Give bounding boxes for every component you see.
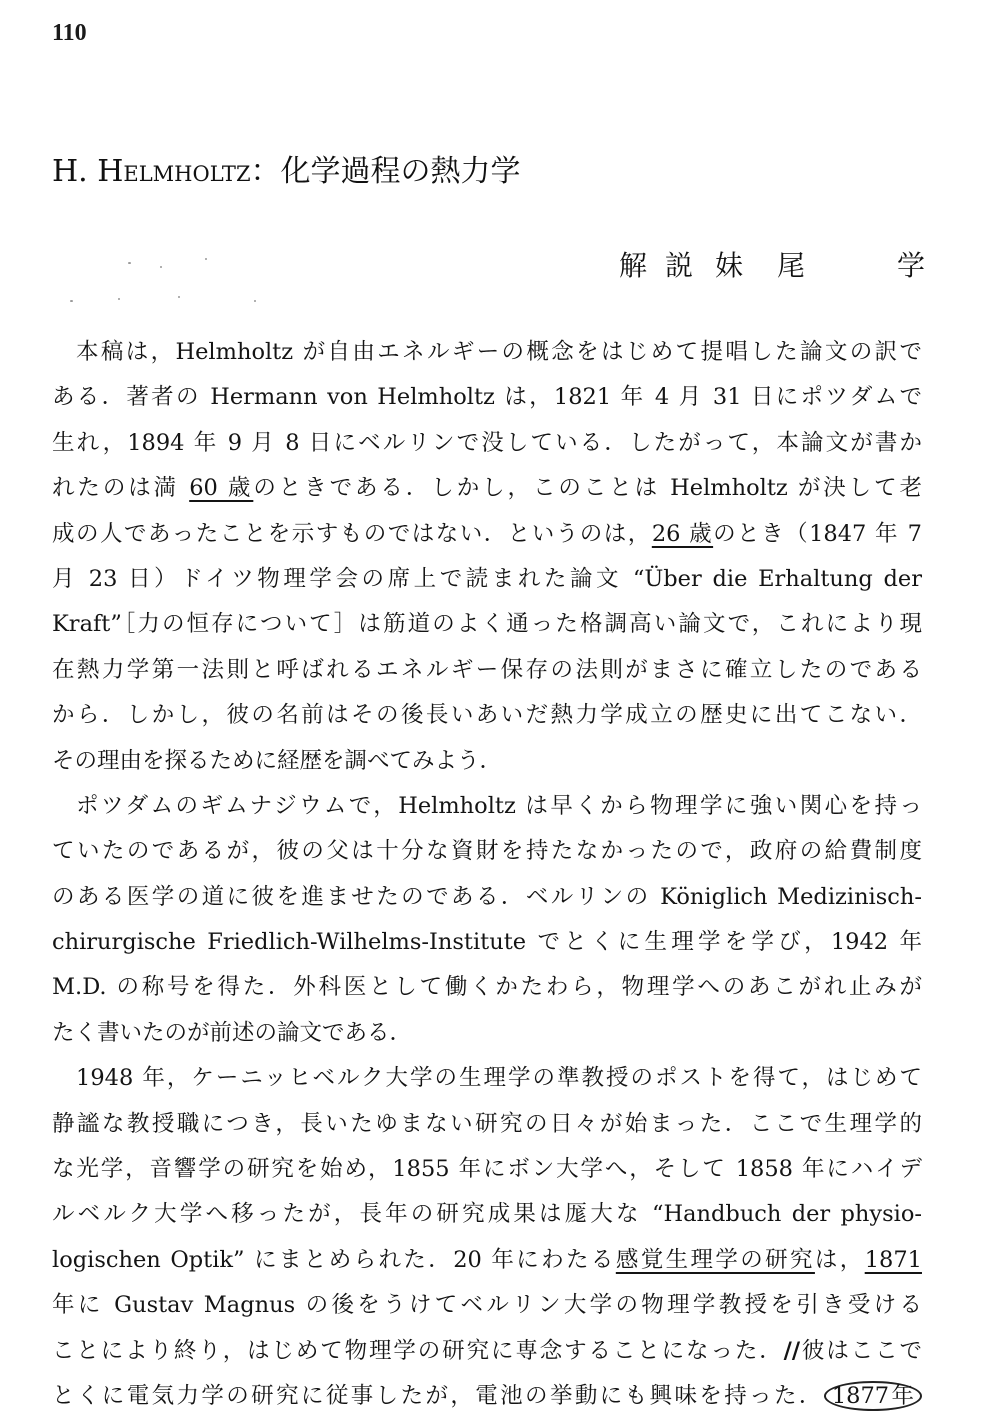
- author-given-name: 学: [896, 249, 925, 282]
- handwritten-slash-mark: //: [783, 1337, 801, 1364]
- line-segment: れたのは満: [52, 475, 190, 502]
- body-line: [52, 1374, 922, 1419]
- body-line: M.D. の称号を得た．外科医として働くかたわら，物理学へのあこがれ止みが: [52, 974, 922, 1001]
- scan-speck: [205, 258, 207, 260]
- line-segment: logischen Optik” にまとめられた．20 年にわたる: [52, 1246, 616, 1273]
- body-line: のある医学の道に彼を進ませたのである．ベルリンの Königlich Medizinisch-: [52, 883, 922, 910]
- handwritten-underline: 26 歳: [651, 520, 714, 547]
- body-line: ルベルク大学へ移ったが，長年の研究成果は厖大な “Handbuch der physio-: [52, 1201, 922, 1228]
- body-text: [52, 330, 922, 1419]
- body-line: ある．著者の Hermann von Helmholtz は，1821 年 4 月 31 日にポツダムで: [52, 384, 922, 411]
- scan-speck: [70, 300, 73, 302]
- body-line: 生れ，1894 年 9 月 8 日にベルリンで没している．したがって，本論文が書か: [52, 429, 922, 456]
- body-line: 本稿は，Helmholtz が自由エネルギーの概念をはじめて提唱した論文の訳で: [76, 339, 922, 365]
- handwritten-underline: 60 歳: [189, 475, 254, 502]
- page-number: 110: [52, 20, 87, 46]
- body-line: 月 23 日）ドイツ物理学会の席上で読まれた論文 “Über die Erhaltung der: [52, 565, 922, 592]
- title-prefix: H.: [52, 154, 98, 189]
- body-line: その理由を探るために経歴を調べてみよう．: [52, 747, 503, 774]
- scan-speck: [128, 262, 131, 264]
- author-line: [619, 244, 925, 284]
- scan-speck: [160, 266, 162, 268]
- body-line: [52, 1238, 922, 1283]
- body-line: 静謐な教授職につき，長いたゆまない研究の日々が始まった．ここで生理学的: [52, 1110, 922, 1137]
- line-segment: 成の人であったことを示すものではない．というのは，: [52, 520, 652, 547]
- line-segment: 彼はここで: [800, 1337, 922, 1364]
- title-author-name: Helmholtz: [97, 154, 251, 189]
- handwritten-underline: 感覚生理学の研究: [615, 1246, 815, 1273]
- body-line: から．しかし，彼の名前はその後長いあいだ熱力学成立の歴史に出てこない．: [52, 702, 922, 729]
- handwritten-underline: 1871: [864, 1246, 922, 1273]
- scan-speck: [118, 298, 120, 300]
- body-line: 1948 年，ケーニッヒベルク大学の生理学の準教授のポストを得て，はじめて: [76, 1065, 922, 1092]
- line-segment: のときである．しかし，このことは Helmholtz が決して老: [253, 475, 923, 502]
- line-segment: のとき（1847 年 7: [713, 520, 922, 547]
- body-line: ていたのであるが，彼の父は十分な資財を持たなかったので，政府の給費制度: [52, 838, 922, 865]
- body-line: [52, 512, 922, 557]
- title-subject: ：化学過程の熱力学: [250, 154, 521, 189]
- handwritten-circled-year: 1877年: [824, 1381, 922, 1411]
- body-line: な光学，音響学の研究を始め，1855 年にボン大学へ，そして 1858 年にハイデ: [52, 1156, 922, 1183]
- body-line: Kraft”［力の恒存について］は筋道のよく通った格調高い論文で，これにより現: [52, 611, 922, 638]
- body-line: chirurgische Friedlich-Wilhelms-Institute でとくに生理学を学び，1942 年: [52, 929, 922, 956]
- author-label: 解説: [618, 249, 711, 282]
- article-title: [52, 146, 521, 190]
- body-line: たく書いたのが前述の論文である．: [52, 1019, 413, 1046]
- line-segment: とくに電気力学の研究に従事したが，電池の挙動にも興味を持った．: [52, 1382, 824, 1409]
- line-segment: は，: [814, 1246, 865, 1273]
- scan-speck: [254, 300, 256, 302]
- line-segment: ことにより終り，はじめて物理学の研究に専念することになった．: [52, 1337, 784, 1364]
- body-line: 年に Gustav Magnus の後をうけてベルリン大学の物理学教授を引き受ける: [52, 1292, 922, 1319]
- scan-speck: [178, 296, 180, 298]
- body-line: ポツダムのギムナジウムで，Helmholtz は早くから物理学に強い関心を持っ: [76, 792, 922, 819]
- body-line: [52, 466, 922, 511]
- author-surname: 妹尾: [714, 249, 839, 282]
- body-line: 在熱力学第一法則と呼ばれるエネルギー保存の法則がまさに確立したのである: [52, 656, 922, 683]
- body-line: [52, 1329, 922, 1374]
